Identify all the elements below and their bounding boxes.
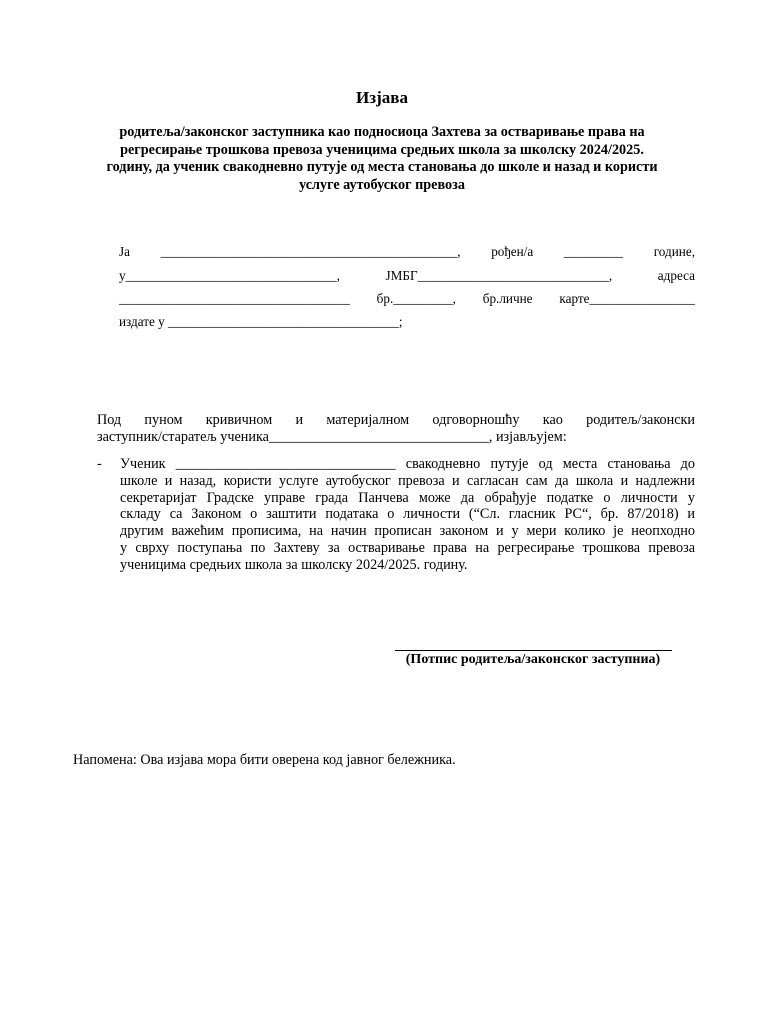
bullet-line: секретаријат Градске управе града Панчева може да обрађује податке о личности у	[120, 489, 695, 506]
bullet-line: другим важећим прописима, на начин прописан законом и у мери колико је неопходно	[120, 523, 695, 540]
subtitle-line: родитеља/законског заступника као подносиоца Захтева за остваривање права на	[119, 124, 645, 140]
signature-line	[395, 650, 672, 651]
bullet-line: у сврху поступања по Захтеву за остваривање права на регресирање трошкова превоза	[120, 539, 695, 556]
signature-label: (Потпис родитеља/законског заступниа)	[405, 652, 661, 667]
subtitle-line: годину, да ученик свакодневно путује од места становања до школе и назад и користи	[106, 159, 658, 175]
bullet-line: Ученик _______________________________ свакодневно путује од места становања до	[120, 456, 695, 472]
bullet-line: ученицима средњих школа за школску 2024/2025. годину.	[120, 556, 468, 573]
document-note: Напомена: Ова изјава мора бити оверена код јавног бележника.	[73, 752, 456, 768]
form-line-issued-in: издате у ___________________________________;	[119, 314, 403, 329]
bullet-paragraph	[120, 456, 695, 574]
bullet-marker: -	[97, 456, 102, 472]
declaration-paragraph	[97, 412, 695, 446]
form-line-name-birth: Ја _____________________________________________, рођен/а _________ године,	[119, 244, 695, 259]
document-title: Изјава	[356, 88, 408, 107]
declaration-line: Под пуном кривичном и материјалном одговорношћу као родитељ/законски	[97, 412, 695, 428]
subtitle-line: услуге аутобуског превоза	[299, 176, 465, 193]
declaration-line: заступник/старатељ ученика_______________________________, изјављујем:	[97, 428, 567, 445]
form-line-number-id-card: ___________________________________ бр._________, бр.личне карте________________	[119, 291, 695, 306]
bullet-line: складу са Законом о заштити података о личности (“Сл. гласник РС“, бр. 87/2018) и	[120, 506, 695, 523]
subtitle-line: регресирање трошкова превоза ученицима средњих школа за школску 2024/2025.	[120, 141, 644, 158]
document-subtitle	[60, 124, 704, 194]
bullet-line: школе и назад, користи услуге аутобуског превоза и сагласан сам да школа и надлежни	[120, 472, 695, 489]
form-line-place-jmbg-address: у________________________________, ЈМБГ_____________________________, адреса	[119, 268, 695, 283]
